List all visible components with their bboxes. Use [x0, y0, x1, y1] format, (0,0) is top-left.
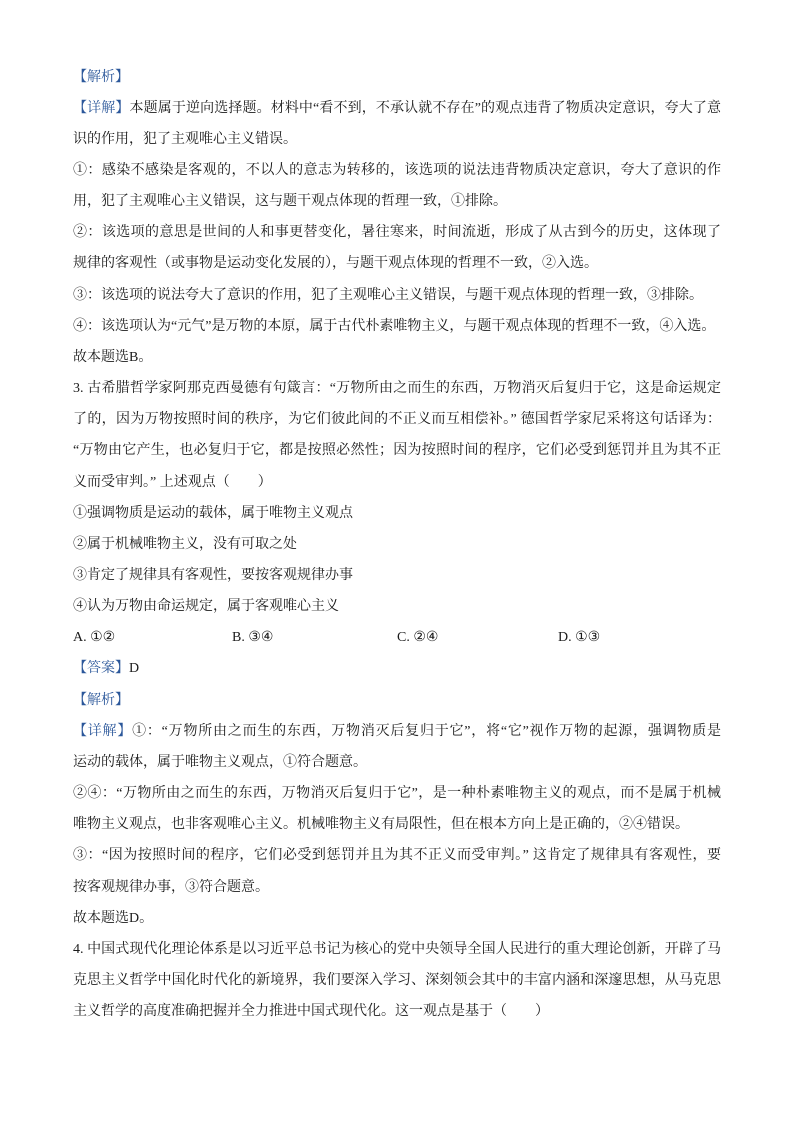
option-b: B. ③④ — [232, 630, 274, 646]
detail-text: 本题属于逆向选择题。材料中“看不到，不承认就不存在”的观点违背了物质决定意识，夸大了意 — [129, 100, 721, 116]
question-3-stem-line: 3. 古希腊哲学家阿那克西曼德有句箴言：“万物所由之而生的东西，万物消灭后复归于它，这是命运规定 — [73, 381, 721, 397]
detail-line: 运动的载体，属于唯物主义观点，①符合题意。 — [73, 754, 367, 770]
statement-3: ③肯定了规律具有客观性，要按客观规律办事 — [73, 568, 353, 583]
item-24-line: 唯物主义观点，也非客观唯心主义。机械唯物主义有局限性，但在根本方向上是正确的，②④错误。 — [73, 817, 689, 833]
answer-line — [73, 653, 721, 684]
item-3-line: 按客观规律办事，③符合题意。 — [73, 879, 269, 895]
options-row — [73, 622, 721, 653]
item-1-line: 用，犯了主观唯心主义错误，这与题干观点体现的哲理一致，①排除。 — [73, 194, 507, 210]
item-3-line: ③：“因为按照时间的程序，它们必受到惩罚并且为其不正义而受审判。” 这肯定了规律具有客观性，要 — [73, 848, 721, 864]
answer-value: D — [129, 661, 140, 677]
analysis-heading — [73, 62, 721, 93]
item-24-line: ②④：“万物所由之而生的东西，万物消灭后复归于它”，是一种朴素唯物主义的观点，而不是属于机械 — [73, 786, 721, 802]
conclusion-line: 故本题选D。 — [73, 910, 154, 926]
analysis-label: 【解析】 — [73, 692, 129, 708]
option-a: A. ①② — [73, 630, 116, 646]
question-4-stem-line: 4. 中国式现代化理论体系是以习近平总书记为核心的党中央领导全国人民进行的重大理论创新，开辟了马 — [73, 941, 721, 957]
option-c: C. ②④ — [397, 630, 439, 646]
item-4-line: ④：该选项认为“元气”是万物的本原，属于古代朴素唯物主义，与题干观点体现的哲理不一致，④入选。 — [73, 318, 716, 334]
question-4-stem-line: 克思主义哲学中国化时代化的新境界，我们要深入学习、深刻领会其中的丰富内涵和深邃思想，从马克思 — [73, 973, 721, 989]
page-content — [73, 62, 721, 1028]
item-2-line: 规律的客观性（或事物是运动变化发展的），与题干观点体现的哲理不一致，②入选。 — [73, 256, 598, 272]
statement-4: ④认为万物由命运规定，属于客观唯心主义 — [73, 599, 339, 615]
question-3-stem-line: “万物由它产生，也必复归于它，都是按照必然性；因为按照时间的程序，它们必受到惩罚并且为其不正 — [73, 443, 721, 459]
analysis-heading — [73, 685, 721, 716]
answer-label: 【答案】 — [73, 661, 129, 677]
detail-line — [73, 93, 721, 124]
item-1-line: ①：感染不感染是客观的，不以人的意志为转移的，该选项的说法违背物质决定意识，夸大了意识的作 — [73, 162, 721, 178]
detail-line: 识的作用，犯了主观唯心主义错误。 — [73, 131, 297, 147]
detail-line — [73, 716, 721, 747]
option-d: D. ①③ — [558, 630, 601, 646]
statement-2: ②属于机械唯物主义，没有可取之处 — [73, 536, 297, 552]
conclusion-line: 故本题选B。 — [73, 349, 153, 365]
item-3-line: ③：该选项的说法夸大了意识的作用，犯了主观唯心主义错误，与题干观点体现的哲理一致，③排除。 — [73, 287, 703, 303]
detail-text: ①：“万物所由之而生的东西，万物消灭后复归于它”，将“它”视作万物的起源，强调物质是 — [132, 723, 721, 739]
question-4-stem-line: 主义哲学的高度准确把握并全力推进中国式现代化。这一观点是基于（ ） — [73, 1004, 549, 1020]
statement-1: ①强调物质是运动的载体，属于唯物主义观点 — [73, 505, 353, 521]
detail-label: 【详解】 — [73, 100, 130, 116]
item-2-line: ②：该选项的意思是世间的人和事更替变化，暑往寒来，时间流逝，形成了从古到今的历史，这体现了 — [73, 225, 721, 241]
question-3-stem-line: 义而受审判。” 上述观点（ ） — [73, 474, 272, 490]
analysis-label: 【解析】 — [73, 69, 129, 85]
question-3-stem-line: 了的，因为万物按照时间的秩序，为它们彼此间的不正义而互相偿补。” 德国哲学家尼采将这句话译为： — [73, 412, 721, 428]
detail-label: 【详解】 — [73, 723, 133, 739]
